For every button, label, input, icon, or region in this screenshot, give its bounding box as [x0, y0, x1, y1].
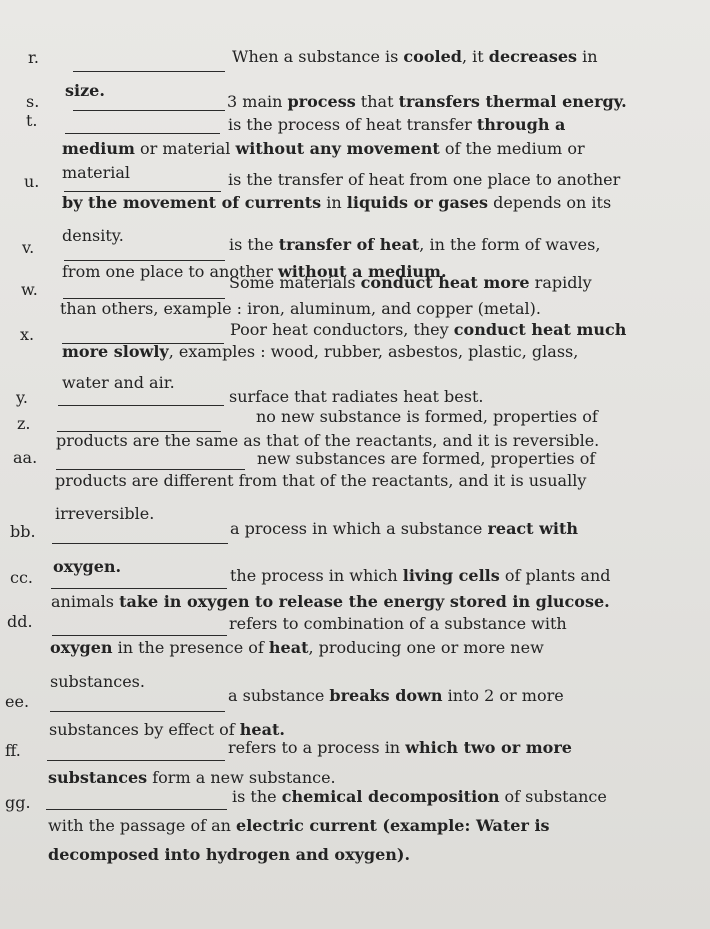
text: refers to combination of a substance with	[229, 614, 567, 633]
text: surface that radiates heat best.	[229, 387, 484, 406]
text: substances by effect of	[49, 720, 240, 739]
question-label: ff.	[5, 741, 21, 760]
question-label: cc.	[10, 568, 34, 587]
question-text	[230, 566, 611, 586]
question-label: s.	[26, 92, 40, 111]
bold-text: medium	[62, 139, 135, 158]
question-label: ee.	[5, 692, 30, 711]
question-text	[229, 614, 567, 634]
text: of substance	[499, 787, 607, 806]
text: density.	[62, 226, 124, 245]
bold-text: decomposed into hydrogen and oxygen).	[48, 845, 411, 864]
text: , producing one or more new	[308, 638, 544, 657]
text: , it	[461, 47, 489, 66]
text: Some materials	[229, 273, 361, 292]
question-text	[229, 273, 592, 293]
question-label: bb.	[10, 522, 36, 541]
bold-text: living cells	[402, 566, 500, 585]
bold-text: conduct heat much	[453, 320, 627, 339]
text: in the presence of	[112, 638, 269, 657]
text: form a new substance.	[147, 768, 336, 787]
answer-blank[interactable]	[65, 133, 220, 134]
question-label: t.	[26, 111, 38, 130]
text: is the	[229, 235, 279, 254]
question-label: dd.	[7, 612, 33, 631]
answer-blank[interactable]	[58, 405, 224, 406]
bold-text: oxygen.	[53, 557, 122, 576]
bold-text: size.	[65, 81, 105, 100]
text: substances.	[50, 672, 145, 691]
question-text-continuation	[62, 226, 124, 246]
bold-text: transfer of heat	[278, 235, 420, 254]
bold-text: conduct heat more	[360, 273, 530, 292]
answer-blank[interactable]	[51, 588, 227, 589]
question-label: w.	[21, 280, 38, 299]
question-label: aa.	[13, 448, 38, 467]
question-text-continuation	[50, 638, 544, 658]
text: is the	[232, 787, 282, 806]
text: , in the form of waves,	[419, 235, 601, 254]
question-text-continuation	[48, 816, 550, 836]
text: animals	[51, 592, 120, 611]
question-text-continuation	[55, 504, 154, 524]
bold-text: heat.	[239, 720, 285, 739]
question-text	[228, 686, 564, 706]
question-text	[232, 47, 598, 67]
answer-blank[interactable]	[52, 543, 228, 544]
text: is the process of heat transfer	[228, 115, 477, 134]
bold-text: without any movement	[235, 139, 440, 158]
question-text	[228, 170, 620, 190]
text: new substances are formed, properties of	[257, 449, 596, 468]
question-text-continuation	[65, 81, 105, 101]
text: into 2 or more	[442, 686, 564, 705]
question-label: gg.	[5, 793, 31, 812]
text: of plants and	[499, 566, 611, 585]
answer-blank[interactable]	[56, 469, 245, 470]
text: water and air.	[62, 373, 175, 392]
question-text-continuation	[62, 163, 130, 183]
question-text-continuation	[53, 557, 121, 577]
text: When a substance is	[232, 47, 404, 66]
question-text	[229, 235, 600, 255]
question-text	[228, 115, 565, 135]
answer-blank[interactable]	[64, 191, 221, 192]
bold-text: process	[287, 92, 356, 111]
text: rapidly	[529, 273, 592, 292]
bold-text: without a medium.	[277, 262, 447, 281]
answer-blank[interactable]	[52, 635, 227, 636]
question-text-continuation	[50, 672, 145, 692]
bold-text: react with	[487, 519, 579, 538]
bold-text: decreases	[488, 47, 578, 66]
question-label: y.	[16, 388, 28, 407]
text: a substance	[228, 686, 330, 705]
answer-blank[interactable]	[73, 110, 225, 111]
question-text-continuation	[56, 431, 599, 451]
bold-text: heat	[268, 638, 309, 657]
bold-text: substances	[48, 768, 148, 787]
question-label: u.	[24, 172, 40, 191]
text: refers to a process in	[228, 738, 406, 757]
question-text-continuation	[51, 592, 610, 612]
text: irreversible.	[55, 504, 155, 523]
bold-text: cooled	[403, 47, 462, 66]
bold-text: breaks down	[329, 686, 443, 705]
question-label: z.	[17, 414, 31, 433]
question-text	[257, 449, 595, 469]
answer-blank[interactable]	[64, 260, 225, 261]
question-text-continuation	[62, 139, 585, 159]
text: , examples : wood, rubber, asbestos, plastic, glass,	[168, 342, 579, 361]
text: no new substance is formed, properties of	[256, 407, 598, 426]
text: 3 main	[227, 92, 288, 111]
question-text-continuation	[48, 845, 410, 865]
text: or material	[134, 139, 236, 158]
bold-text: more slowly	[62, 342, 169, 361]
bold-text: oxygen	[50, 638, 113, 657]
question-text-continuation	[62, 342, 578, 362]
text: a process in which a substance	[230, 519, 488, 538]
text: material	[62, 163, 131, 182]
question-label: x.	[20, 325, 35, 344]
bold-text: liquids or gases	[346, 193, 489, 212]
text: depends on its	[488, 193, 612, 212]
question-text-continuation	[48, 768, 336, 788]
text: that	[355, 92, 399, 111]
question-text-continuation	[55, 471, 586, 491]
question-text-continuation	[62, 193, 611, 213]
bold-text: electric current (example: Water is	[236, 816, 550, 835]
text: in	[321, 193, 347, 212]
question-text-continuation	[60, 299, 541, 319]
question-label: v.	[22, 238, 35, 257]
text: products are different from that of the reactants, and it is usually	[55, 471, 587, 490]
question-text	[232, 787, 607, 807]
bold-text: through a	[476, 115, 566, 134]
text: in	[577, 47, 598, 66]
question-text	[227, 92, 627, 112]
text: the process in which	[230, 566, 403, 585]
text: of the medium or	[439, 139, 585, 158]
question-text	[228, 738, 572, 758]
text: from one place to another	[62, 262, 278, 281]
answer-blank[interactable]	[50, 711, 225, 712]
answer-blank[interactable]	[73, 71, 225, 72]
text: than others, example : iron, aluminum, and copper (metal).	[60, 299, 541, 318]
question-label: r.	[28, 48, 39, 67]
question-text	[256, 407, 598, 427]
answer-blank[interactable]	[47, 760, 225, 761]
question-text	[230, 320, 626, 340]
bold-text: take in oxygen to release the energy stored in glucose.	[119, 592, 610, 611]
bold-text: which two or more	[405, 738, 572, 757]
text: products are the same as that of the reactants, and it is reversible.	[56, 431, 600, 450]
question-text	[229, 387, 483, 407]
bold-text: chemical decomposition	[281, 787, 500, 806]
bold-text: by the movement of currents	[62, 193, 322, 212]
answer-blank[interactable]	[46, 809, 227, 810]
question-text	[230, 519, 578, 539]
question-text-continuation	[62, 373, 175, 393]
text: with the passage of an	[48, 816, 237, 835]
text: Poor heat conductors, they	[230, 320, 454, 339]
text: is the transfer of heat from one place to another	[228, 170, 621, 189]
bold-text: transfers thermal energy.	[398, 92, 627, 111]
question-text-continuation	[49, 720, 285, 740]
